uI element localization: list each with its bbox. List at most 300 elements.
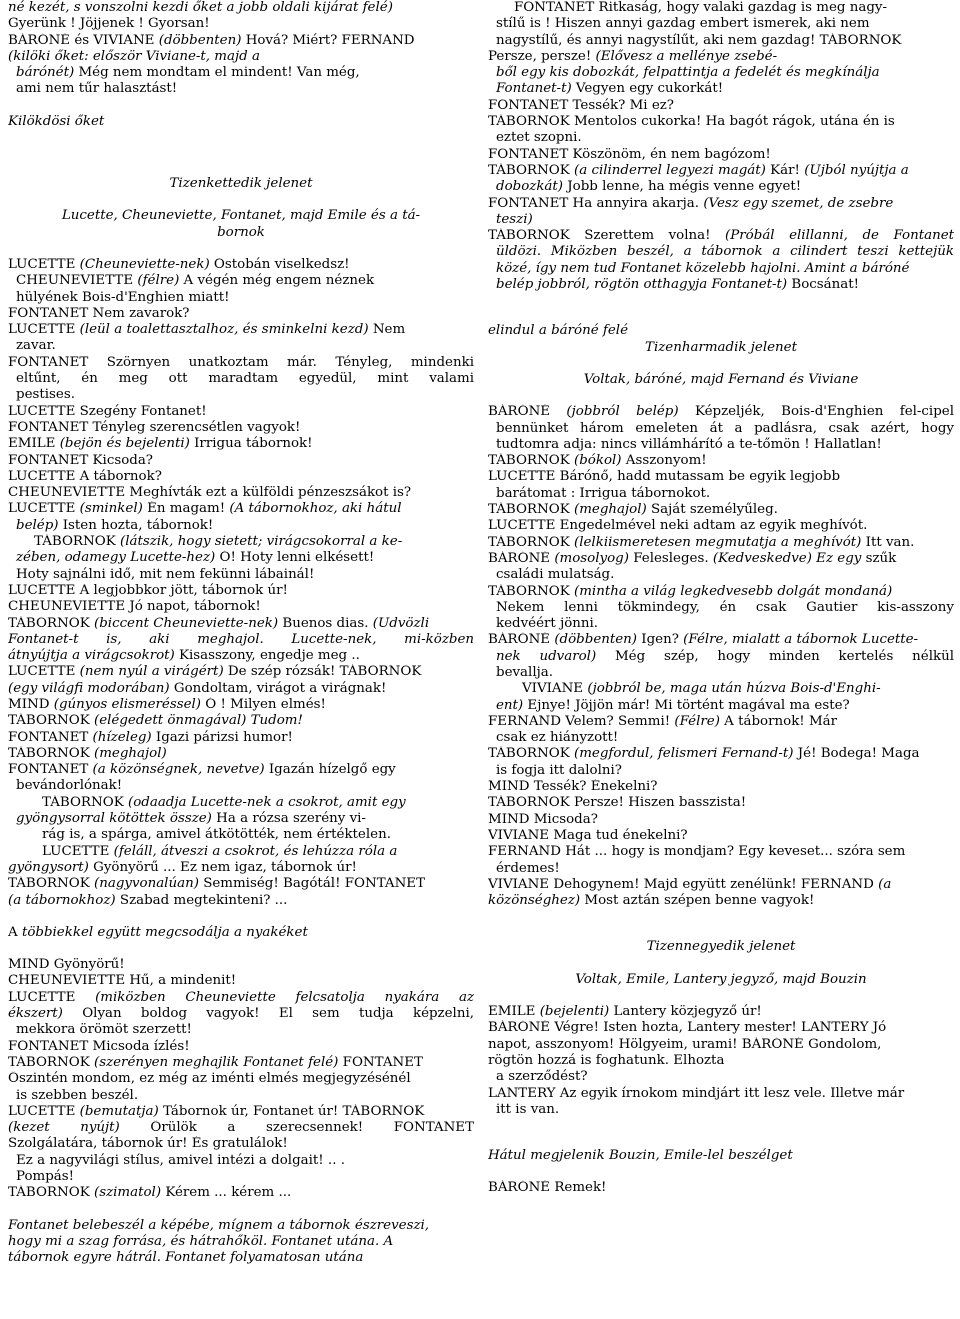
dialogue-text: TÁBORNOK	[488, 502, 574, 518]
stage-direction: (Félre)	[674, 713, 720, 729]
stage-direction: (hízeleg)	[92, 729, 152, 745]
stage-direction: Fontanet-t)	[496, 81, 572, 97]
dialogue-text: CHEUNEVIETTE	[16, 273, 138, 289]
dialogue-text: LUCETTE Szegény Fontanet!	[8, 403, 207, 419]
text-line	[488, 828, 954, 844]
dialogue-text: MIND Micsoda?	[488, 811, 598, 827]
dialogue-text: is szebben beszél.	[16, 1087, 139, 1103]
dialogue-text: TÁBORNOK	[8, 745, 94, 761]
text-line	[8, 550, 474, 566]
dialogue-text: VIVIANE	[522, 681, 588, 697]
paragraph-gap	[8, 1202, 474, 1218]
dialogue-text: Semmiség! Bagótál! FONTANET	[198, 876, 425, 892]
text-line	[8, 371, 474, 387]
stage-direction: né kezét, s vonszolni kezdi őket a jobb oldali kijárat felé)	[8, 0, 393, 15]
stage-direction: (Elővesz a mellénye zsebé-	[595, 48, 778, 64]
text-line	[488, 372, 954, 388]
text-line	[8, 1250, 474, 1266]
text-line	[488, 404, 954, 420]
text-line	[8, 404, 474, 420]
dialogue-text: Igen?	[637, 632, 684, 648]
stage-direction: (bókol)	[573, 453, 622, 469]
stage-direction: (nem nyúl a virágért)	[79, 664, 224, 680]
text-line	[8, 778, 474, 794]
dialogue-text: eltűnt, én meg ott maradtam egyedül, mint valami	[16, 371, 474, 387]
text-line	[488, 81, 954, 97]
text-line	[488, 551, 954, 567]
dialogue-text: LUCETTE A legjobbkor jött, tábornok úr!	[8, 582, 288, 598]
dialogue-text: BÁRÓNÉ	[488, 550, 555, 566]
dialogue-text: FONTANET Ritkaság, hogy valaki gazdag is meg nagy-	[514, 0, 887, 15]
stage-direction: (odaadja Lucette-nek a csokrot, amit egy	[127, 794, 406, 810]
dialogue-text: LUCETTE	[42, 843, 114, 859]
text-line	[488, 340, 954, 356]
stage-direction: teszi)	[496, 211, 533, 227]
dialogue-text: FONTANET Köszönöm, én nem bagózom!	[488, 146, 771, 162]
dialogue-text: FONTANET	[8, 729, 93, 745]
stage-direction: (meghajol)	[93, 745, 167, 761]
stage-direction: (Kedveskedve) Ez egy	[712, 550, 862, 566]
dialogue-text: Gyerünk ! Jöjjenek ! Gyorsan!	[8, 16, 210, 32]
dialogue-text: Igazi párizsi humor!	[151, 729, 293, 745]
paragraph-gap	[488, 293, 954, 323]
text-line	[8, 957, 474, 973]
text-line	[488, 763, 954, 779]
right-column	[488, 0, 954, 1197]
left-column	[8, 0, 474, 1266]
stage-direction: (jobbról belép)	[566, 404, 679, 420]
dialogue-text: De szép rózsák! TÁBORNOK	[223, 664, 422, 680]
text-line	[8, 65, 474, 81]
dialogue-text: BÁRÓNÉ	[488, 404, 567, 420]
dialogue-text: TÁBORNOK	[488, 746, 574, 762]
text-line	[8, 1104, 474, 1120]
text-line	[488, 114, 954, 130]
dialogue-text: FERNAND Velem? Semmi!	[488, 713, 675, 729]
text-line	[8, 225, 474, 241]
text-line	[488, 518, 954, 534]
dialogue-text: Asszonyom!	[621, 453, 707, 469]
stage-direction: (mosolyog)	[554, 550, 629, 566]
dialogue-text: LUCETTE A tábornok?	[8, 468, 162, 484]
text-line	[488, 98, 954, 114]
text-line	[8, 925, 474, 941]
text-line	[488, 939, 954, 955]
dialogue-text: érdemes!	[496, 860, 560, 876]
text-line	[488, 746, 954, 762]
stage-direction: (félre)	[137, 273, 180, 289]
text-line	[488, 632, 954, 648]
dialogue-text: VIVIANE Dehogynem! Majd együtt zenélünk! FERNAND	[488, 876, 879, 892]
stage-direction: (jobbról be, maga után húzva Bois-d'Enghi-	[587, 681, 881, 697]
text-line	[8, 1136, 474, 1152]
text-line	[8, 713, 474, 729]
dialogue-text: családi mulatság.	[496, 567, 615, 583]
dialogue-text: zavar.	[16, 338, 56, 354]
dialogue-text: TÁBORNOK Mentolos cukorka! Ha bagót rágok, utána én is	[488, 114, 895, 130]
stage-direction: (a tábornokhoz)	[8, 892, 116, 908]
dialogue-text: BÁRÓNÉ és VIVIANE	[8, 32, 159, 48]
dialogue-text: FONTANET	[8, 762, 93, 778]
text-line	[488, 600, 954, 616]
text-line	[488, 1004, 954, 1020]
text-line	[488, 453, 954, 469]
text-line	[488, 861, 954, 877]
text-line	[8, 49, 474, 65]
dialogue-text: pestises.	[16, 387, 75, 403]
text-line	[488, 844, 954, 860]
dialogue-text: Buenos dias.	[278, 615, 373, 631]
text-line	[488, 649, 954, 665]
stage-direction: (szerényen meghajlik Fontanet felé)	[93, 1054, 339, 1070]
dialogue-text: Őrülök a szerecsennek! FONTANET	[119, 1120, 474, 1136]
dialogue-text: bennünket három emeleten át a padlásra, csak azért, hogy	[496, 420, 954, 436]
text-line	[8, 844, 474, 860]
text-line	[488, 812, 954, 828]
text-line	[8, 436, 474, 452]
text-line	[488, 486, 954, 502]
dialogue-text: FONTANET Ha annyira akarja.	[488, 195, 704, 211]
dialogue-text: CHEUNEVIETTE Meghívták ezt a külföldi pénzeszsákot is?	[8, 485, 412, 501]
text-line	[8, 501, 474, 517]
text-line	[488, 972, 954, 988]
stage-direction: (bemutatja)	[79, 1103, 159, 1119]
dialogue-text: FONTANET Micsoda ízlés!	[8, 1038, 190, 1054]
stage-direction: (Cheuneviette-nek)	[79, 256, 210, 272]
text-line	[8, 567, 474, 583]
text-line	[8, 990, 474, 1006]
dialogue-text: A	[8, 924, 22, 940]
dialogue-text: A tábornok! Már	[719, 713, 838, 729]
dialogue-text: Igazán hízelgő egy	[264, 762, 396, 778]
dialogue-text: TÁBORNOK	[8, 1054, 94, 1070]
text-line	[8, 81, 474, 97]
stage-direction: (miközben Cheuneviette felcsatolja nyakára az	[95, 989, 474, 1005]
stage-direction: (döbbenten)	[158, 32, 242, 48]
paragraph-gap	[8, 98, 474, 114]
dialogue-text: Még szép, hogy minden kertelés nélkül	[596, 648, 954, 664]
stage-direction: (gúnyos elismeréssel)	[53, 696, 202, 712]
stage-direction: (sminkel)	[79, 501, 143, 517]
dialogue-text: TÁBORNOK	[8, 1185, 94, 1201]
dialogue-text: Ostobán viselkedsz!	[209, 256, 350, 272]
text-line	[488, 584, 954, 600]
dialogue-text: TÁBORNOK	[8, 876, 94, 892]
text-line	[488, 65, 954, 81]
dialogue-text: bevándorlónak!	[16, 778, 123, 794]
dialogue-text: TÁBORNOK Szerettem volna!	[488, 228, 726, 244]
dialogue-text: Gyönyörű ... Ez nem igaz, tábornok úr!	[88, 859, 357, 875]
text-line	[8, 860, 474, 876]
dialogue-text: Olyan boldog vagyok! El sem tudja képzelni,	[62, 1006, 474, 1022]
stage-direction: (Próbál elillanni, de Fontanet	[725, 228, 954, 244]
dialogue-text: eztet szopni.	[496, 130, 582, 146]
dialogue-text: Szabad megtekinteni? ...	[115, 892, 288, 908]
dialogue-text: Itt van.	[861, 534, 915, 550]
dialogue-text: rág is, a spárga, amivel átkötötték, nem értéktelen.	[42, 827, 391, 843]
text-line	[488, 681, 954, 697]
stage-direction: belép jobbról, rögtön otthagyja Fontanet-t)	[496, 277, 788, 293]
text-line	[488, 277, 954, 293]
text-line	[8, 1071, 474, 1087]
dialogue-text: Felesleges.	[628, 550, 713, 566]
text-line	[8, 290, 474, 306]
dialogue-text: Ez a nagyvilági stílus, amivel intézi a dolgait! .. .	[16, 1152, 345, 1168]
text-line	[488, 49, 954, 65]
text-line	[488, 323, 954, 339]
dialogue-text: MIND Tessék? Énekelni?	[488, 779, 658, 795]
dialogue-text: Isten hozta, tábornok!	[58, 517, 214, 533]
text-line	[8, 16, 474, 32]
stage-direction: többiekkel együtt megcsodálja a nyakéket	[21, 924, 308, 940]
text-line	[488, 212, 954, 228]
stage-direction: (meghajol)	[573, 502, 647, 518]
text-line	[488, 714, 954, 730]
stage-direction: (bejelenti)	[539, 1004, 610, 1020]
dialogue-text: Hová? Miért? FERNAND	[241, 32, 415, 48]
dialogue-text: TÁBORNOK	[8, 615, 94, 631]
text-line	[8, 664, 474, 680]
paragraph-gap	[488, 1164, 954, 1180]
stage-direction: Voltak, báróné, majd Fernand és Viviane	[583, 371, 859, 387]
stage-direction: közönséghez)	[488, 893, 581, 909]
paragraph-gap	[8, 241, 474, 257]
text-line	[488, 437, 954, 453]
text-line	[8, 681, 474, 697]
stage-direction: (Üdvözli	[372, 615, 430, 631]
text-line	[488, 1180, 954, 1196]
text-line	[488, 261, 954, 277]
text-line	[8, 1153, 474, 1169]
text-line	[8, 176, 474, 192]
dialogue-text: LANTERY Az egyik írnokom mindjárt itt lesz vele. Illetve már	[488, 1085, 905, 1101]
dialogue-text: Jé! Bodega! Maga	[793, 746, 920, 762]
text-line	[488, 244, 954, 260]
dialogue-text: Pompás!	[16, 1169, 75, 1184]
dialogue-text: Őszintén mondom, ez még az iménti elmés megjegyzésénél	[8, 1071, 411, 1087]
stage-direction: (szimatol)	[93, 1185, 162, 1201]
dialogue-text: Kár!	[765, 162, 805, 178]
dialogue-text: TÁBORNOK	[488, 453, 574, 469]
text-line	[8, 1055, 474, 1071]
dialogue-text: FONTANET Kicsoda?	[8, 452, 153, 468]
stage-direction: nek udvarol)	[496, 648, 597, 664]
dialogue-text: BÁRÓNÉ Remek!	[488, 1180, 607, 1196]
dialogue-text: Ejnye! Jöjjön már! Mi történt magával ma este?	[523, 697, 850, 713]
text-line	[8, 0, 474, 16]
text-line	[8, 1185, 474, 1201]
dialogue-text: csak ez hiányzott!	[496, 730, 619, 746]
dialogue-text: barátomat : Irrigua tábornokot.	[496, 485, 711, 501]
stage-direction: (mintha a világ legkedvesebb dolgát mondaná)	[573, 583, 893, 599]
text-line	[8, 648, 474, 664]
stage-direction: Fontanet belebeszél a képébe, mígnem a tábornok észreveszi,	[8, 1217, 430, 1233]
stage-direction: (egy világfi modorában)	[8, 680, 170, 696]
text-line	[8, 114, 474, 130]
dialogue-text: FONTANET Nem zavarok?	[8, 305, 190, 321]
dialogue-text: stílű is ! Hiszen annyi gazdag embert ismerek, aki nem	[496, 16, 870, 32]
stage-direction: bárónét)	[16, 65, 75, 81]
text-line	[8, 599, 474, 615]
text-line	[8, 730, 474, 746]
text-line	[488, 795, 954, 811]
dialogue-text: szűk	[861, 550, 897, 566]
dialogue-text: napot, asszonyom! Hölgyeim, urami! BÁRÓNÉ Gondolom,	[488, 1036, 882, 1052]
text-line	[488, 163, 954, 179]
text-line	[8, 33, 474, 49]
text-line	[8, 811, 474, 827]
text-line	[8, 1218, 474, 1234]
stage-direction: ékszert)	[8, 1006, 63, 1022]
text-line	[8, 697, 474, 713]
text-line	[8, 518, 474, 534]
stage-direction: üldözi. Miközben beszél, a tábornok a cilindert teszi kettejük	[496, 244, 954, 260]
stage-direction: zében, odamegy Lucette-hez)	[16, 550, 216, 566]
dialogue-text: EMILE	[8, 436, 60, 452]
dialogue-text: Képzeljék, Bois-d'Enghien fel-cipel	[678, 404, 954, 420]
dialogue-text: a szerződést?	[496, 1069, 588, 1085]
dialogue-text: FERNAND Hát ... hogy is mondjam? Egy keveset... szóra sem	[488, 844, 906, 860]
text-line	[488, 196, 954, 212]
stage-direction: tábornok egyre hátrál. Fontanet folyamatosan utána	[8, 1250, 364, 1266]
dialogue-text: Jobb lenne, ha mégis venne egyet!	[563, 179, 802, 195]
text-line	[8, 1039, 474, 1055]
text-line	[8, 893, 474, 909]
text-line	[488, 33, 954, 49]
text-line	[8, 534, 474, 550]
text-line	[8, 273, 474, 289]
dialogue-text: Még nem mondtam el mindent! Van még,	[74, 65, 360, 81]
stage-direction: (leül a toalettasztalhoz, és sminkelni kezd)	[79, 322, 369, 338]
dialogue-text: MIND	[8, 696, 54, 712]
text-line	[488, 130, 954, 146]
paragraph-gap	[488, 988, 954, 1004]
text-line	[8, 306, 474, 322]
stage-direction: (Vesz egy szemet, de zsebre	[703, 195, 894, 211]
stage-direction: (A tábornokhoz, aki hátul	[229, 501, 402, 517]
text-line	[488, 1020, 954, 1036]
text-line	[8, 387, 474, 403]
text-line	[488, 147, 954, 163]
stage-direction: (lelkiismeretesen megmutatja a meghívót)	[573, 534, 862, 550]
text-line	[8, 1088, 474, 1104]
stage-direction: (Újból nyújtja a	[804, 162, 909, 178]
text-line	[8, 1022, 474, 1038]
text-line	[8, 1169, 474, 1185]
dialogue-text: Szolgálatára, tábornok úr! És gratulálok!	[8, 1136, 288, 1152]
stage-direction: ből egy kis dobozkát, felpattintja a fedelét és megkínálja	[496, 65, 880, 81]
paragraph-gap	[8, 909, 474, 925]
stage-direction: (megfordul, felismeri Fernand-t)	[573, 746, 794, 762]
dialogue-text: LUCETTE	[8, 322, 80, 338]
text-line	[8, 746, 474, 762]
paragraph-gap	[488, 956, 954, 972]
dialogue-text: Tábornok úr, Fontanet úr! TÁBORNOK	[158, 1103, 425, 1119]
stage-direction: gyöngysorral kötöttek össze)	[16, 811, 212, 827]
paragraph-gap	[8, 130, 474, 160]
dialogue-text: TÁBORNOK	[488, 583, 574, 599]
text-line	[488, 228, 954, 244]
stage-direction: (látszik, hogy sietett; virágcsokorral a ke-	[119, 534, 403, 550]
dialogue-text: BÁRÓNÉ	[488, 632, 555, 648]
text-line	[8, 355, 474, 371]
dialogue-text: TÁBORNOK	[488, 534, 574, 550]
dialogue-text: LUCETTE	[8, 256, 80, 272]
text-line	[488, 0, 954, 16]
text-line	[488, 1053, 954, 1069]
dialogue-text: TÁBORNOK	[42, 794, 128, 810]
paragraph-gap	[8, 192, 474, 208]
dialogue-text: FONTANET	[338, 1054, 423, 1070]
paragraph-gap	[8, 160, 474, 176]
stage-direction: Fontanet-t is, aki meghajol. Lucette-nek, mi-közben	[8, 631, 474, 647]
text-line	[8, 338, 474, 354]
dialogue-text: FONTANET Szörnyen unatkoztam már. Tényleg, mindenki	[8, 354, 474, 370]
dialogue-text: Persze, persze!	[488, 48, 596, 64]
stage-direction: (kezet nyújt)	[8, 1120, 120, 1136]
text-line	[8, 485, 474, 501]
stage-direction: Voltak, Emile, Lantery jegyző, majd Bouzin	[575, 971, 867, 987]
dialogue-text: TÁBORNOK	[8, 713, 94, 729]
text-line	[488, 893, 954, 909]
dialogue-text: Bocsánat!	[787, 277, 860, 293]
dialogue-text: Most aztán szépen benne vagyok!	[580, 893, 815, 909]
stage-direction: belép)	[16, 517, 59, 533]
stage-direction: (a közönségnek, nevetve)	[92, 762, 265, 778]
text-line	[8, 453, 474, 469]
dialogue-text: mekkora örömöt szerzett!	[16, 1022, 192, 1038]
stage-direction: Hátul megjelenik Bouzin, Emile-lel beszélget	[488, 1148, 793, 1164]
stage-direction: (bejön és bejelenti)	[59, 436, 190, 452]
text-line	[488, 1148, 954, 1164]
dialogue-text: LUCETTE Bárónő, hadd mutassam be egyik legjobb	[488, 469, 841, 485]
dialogue-text: LUCETTE	[8, 1103, 80, 1119]
dialogue-text: VIVIANE Maga tud énekelni?	[488, 827, 688, 843]
dialogue-text: Vegyen egy cukorkát!	[571, 81, 724, 97]
text-line	[488, 730, 954, 746]
stage-direction: ent)	[496, 697, 524, 713]
stage-direction: átnyújtja a virágcsokrot)	[8, 648, 175, 664]
text-line	[488, 779, 954, 795]
stage-direction: dobozkát)	[496, 179, 564, 195]
text-line	[8, 322, 474, 338]
text-line	[8, 583, 474, 599]
dialogue-text: FONTANET Tényleg szerencsétlen vagyok!	[8, 419, 301, 435]
text-line	[8, 973, 474, 989]
stage-direction: Lucette, Cheuneviette, Fontanet, majd Emile és a tá-	[61, 208, 421, 224]
dialogue-text: Lantery közjegyző úr!	[609, 1004, 762, 1020]
dialogue-text: Saját személyűleg.	[646, 502, 778, 518]
dialogue-text: hülyének Bois-d'Enghien miatt!	[16, 289, 230, 305]
dialogue-text: MIND Gyönyörű!	[8, 957, 125, 973]
text-line	[8, 827, 474, 843]
text-line	[488, 1086, 954, 1102]
stage-direction: (kilöki őket: először Viviane-t, majd a	[8, 48, 260, 64]
dialogue-text: EMILE	[488, 1004, 540, 1020]
stage-direction: (Félre, mialatt a tábornok Lucette-	[683, 632, 919, 648]
text-line	[8, 208, 474, 224]
dialogue-text: tudtomra adja: nincs villámhárító a te-tőmön ! Hallatlan!	[496, 436, 882, 452]
text-line	[488, 502, 954, 518]
text-line	[488, 1069, 954, 1085]
dialogue-text: Nekem lenni tökmindegy, én csak Gautier kis-asszony	[496, 599, 954, 615]
text-line	[8, 257, 474, 273]
stage-direction: elindul a báróné felé	[488, 323, 629, 339]
dialogue-text: Kisasszony, engedje meg ..	[174, 648, 360, 664]
paragraph-gap	[488, 388, 954, 404]
text-line	[8, 1120, 474, 1136]
dialogue-text: Ó ! Milyen elmés!	[201, 696, 326, 712]
